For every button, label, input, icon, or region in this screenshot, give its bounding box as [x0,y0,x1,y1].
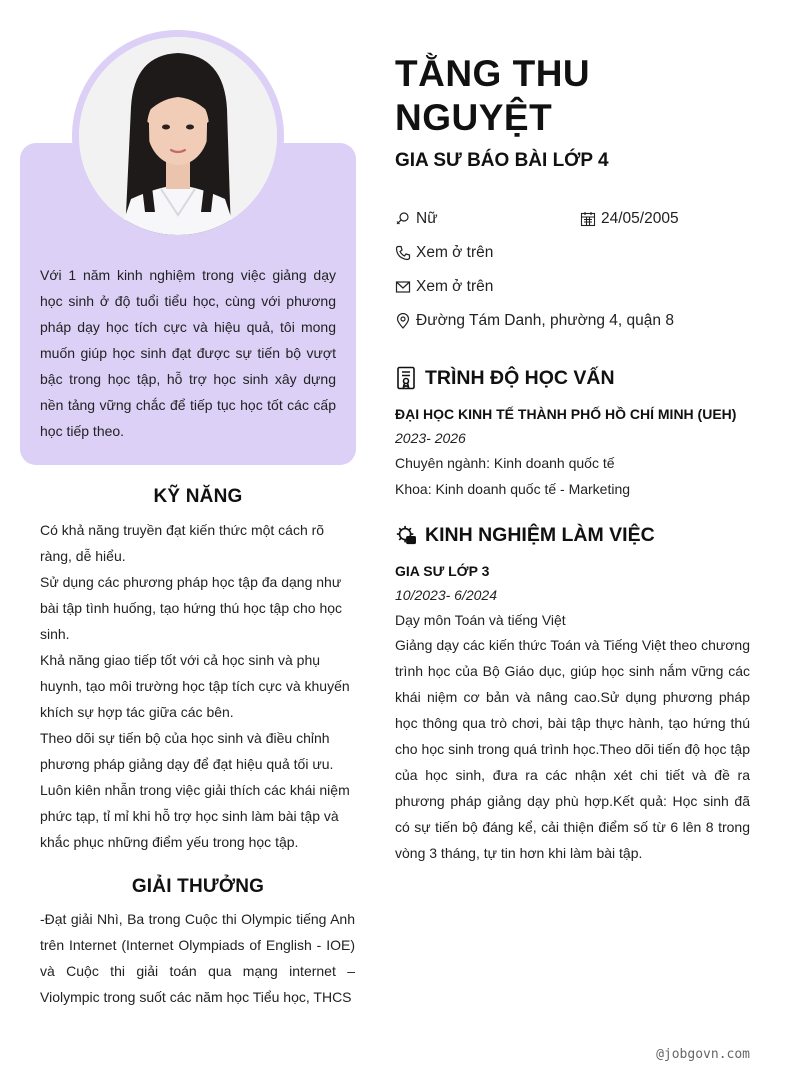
diploma-icon [395,366,417,390]
experience-position: GIA SƯ LỚP 3 [395,563,490,579]
phone-info [395,244,493,262]
gender-value: Nữ [416,210,438,227]
awards-heading: GIẢI THƯỞNG [131,876,265,897]
skill-item: Sử dụng các phương pháp học tập đa dạng như bài tập tình huống, tạo hứng thú học tập cho học sinh. [40,574,343,642]
phone-icon [395,245,411,261]
skill-item: Khả năng giao tiếp tốt với cả học sinh và phụ huynh, tạo môi trường học tập tích cực và khuyến khích sự hợp tác giữa các bên. [40,652,350,720]
experience-period: 10/2023- 6/2024 [395,587,497,603]
candidate-name: TẰNG THU NGUYỆT [395,53,591,138]
summary-text: Với 1 năm kinh nghiệm trong việc giảng dạy học sinh ở độ tuổi tiểu học, cùng với phương pháp dạy học tích cực và hiệu quả, tôi mong muốn giúp học sinh đạt được sự tiến bộ vượt bậc trong học tập, hỗ trợ học sinh xây dựng nền tảng vững chắc để tiếp tục học tốt các cấp học tiếp theo. [40,267,336,439]
address-value: Đường Tám Danh, phường 4, quận 8 [416,312,674,329]
watermark: @jobgovn.com [656,1047,750,1062]
skills-heading: KỸ NĂNG [153,486,243,507]
education-heading [395,366,615,390]
gender-icon [395,211,411,227]
experience-subject: Dạy môn Toán và tiếng Việt [395,612,566,628]
gender-info [395,210,438,228]
education-period: 2023- 2026 [395,430,466,446]
work-gear-icon [395,523,417,547]
school-name: ĐẠI HỌC KINH TẾ THÀNH PHỐ HỒ CHÍ MINH (UEH) [395,406,737,422]
education-title: TRÌNH ĐỘ HỌC VẤN [425,366,615,389]
email-info [395,278,493,296]
address-info [395,312,674,330]
education-major: Chuyên ngành: Kinh doanh quốc tế [395,455,615,471]
skill-item: Theo dõi sự tiến bộ của học sinh và điều chỉnh phương pháp giảng dạy để đạt hiệu quả tối ưu. [40,730,334,772]
skill-item: Có khả năng truyền đạt kiến thức một cách rõ ràng, dễ hiểu. [40,522,325,564]
skills-list [40,517,356,855]
experience-heading [395,523,655,547]
calendar-icon [580,211,596,227]
location-pin-icon [395,313,411,329]
skill-item: Luôn kiên nhẫn trong việc giải thích các khái niệm phức tạp, tỉ mỉ khi hỗ trợ học sinh làm bài tập và khắc phục những điểm yếu trong học tập. [40,782,350,850]
phone-value: Xem ở trên [416,244,494,261]
profile-photo [79,37,277,235]
experience-title: KINH NGHIỆM LÀM VIỆC [425,523,655,546]
awards-text: -Đạt giải Nhì, Ba trong Cuộc thi Olympic tiếng Anh trên Internet (Internet Olympiads of English - IOE) và Cuộc thi giải toán qua mạng internet – Violympic trong suốt các năm học Tiểu học, THCS [40,911,355,1005]
job-title: GIA SƯ BÁO BÀI LỚP 4 [395,150,609,171]
experience-description: Giảng dạy các kiến thức Toán và Tiếng Việt theo chương trình học của Bộ Giáo dục, giúp học sinh nắm vững các khái niệm cơ bản và nâng cao.Sử dụng phương pháp học thông qua trò chơi, bài tập thực hành, tạo hứng thú cho học sinh trong quá trình học.Theo dõi tiến độ học tập của học sinh, đưa ra các nhận xét chi tiết và đề ra phương pháp giảng dạy phù hợp.Kết quả: Học sinh đã có sự tiến bộ đáng kể, cải thiện điểm số từ 6 lên 8 trong vòng 3 tháng, tự tin hơn khi làm bài tập. [395,637,750,861]
mail-icon [395,279,411,295]
birthdate-value: 24/05/2005 [601,210,679,227]
education-faculty: Khoa: Kinh doanh quốc tế - Marketing [395,481,631,497]
birthdate-info [580,210,679,228]
email-value: Xem ở trên [416,278,494,295]
